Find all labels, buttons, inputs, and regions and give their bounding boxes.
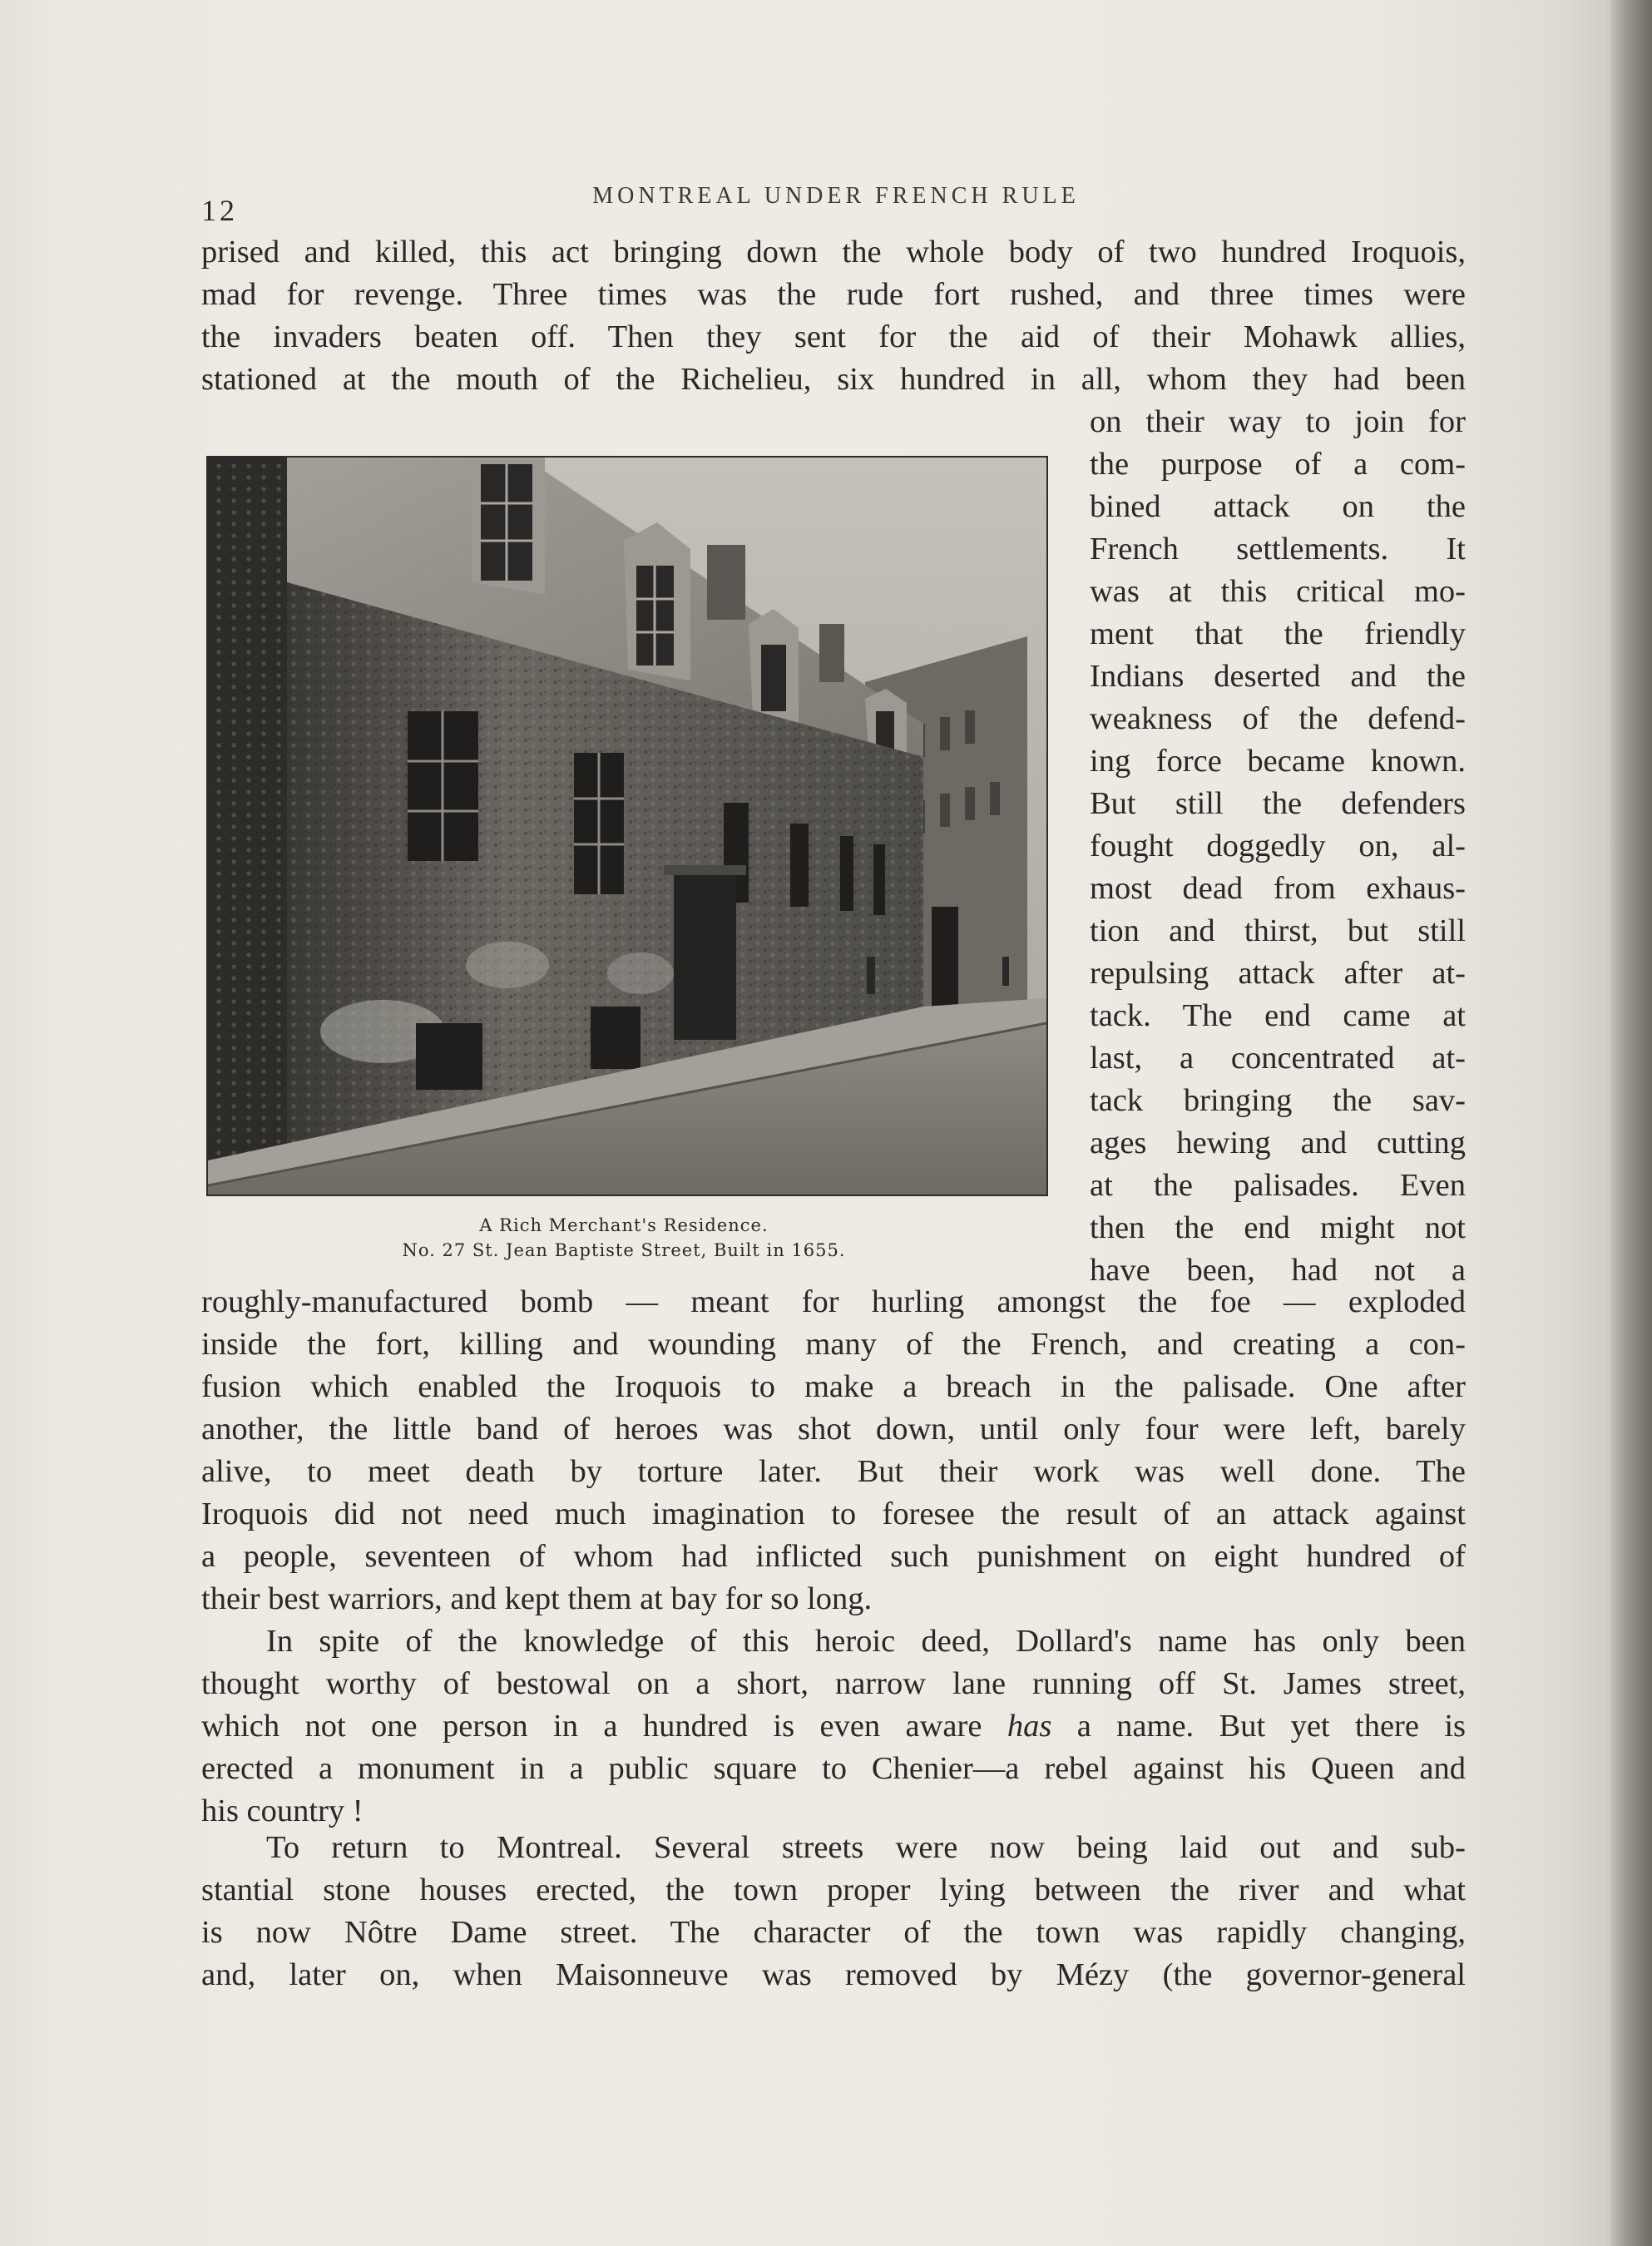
text-line: Indians deserted and the: [1090, 659, 1466, 694]
text-line: ages hewing and cutting: [1090, 1125, 1466, 1160]
text-line: stationed at the mouth of the Richelieu, six hundred in all, whom they had been: [201, 362, 1466, 397]
text-line: tion and thirst, but still: [1090, 913, 1466, 948]
text-line: In spite of the knowledge of this heroic deed, Dollard's name has only been: [266, 1624, 1466, 1659]
text-line: then the end might not: [1090, 1210, 1466, 1245]
text-line: was at this critical mo-: [1090, 574, 1466, 609]
text-line: the invaders beaten off. Then they sent for the aid of their Mohawk allies,: [201, 319, 1466, 354]
text-line: another, the little band of heroes was shot down, until only four were left, barely: [201, 1412, 1466, 1447]
paragraph-side-column: [1090, 401, 1466, 1292]
text-line: roughly-manufactured bomb — meant for hurling amongst the foe — exploded: [201, 1284, 1466, 1319]
paragraph-dollard: [201, 1620, 1466, 1833]
building-photograph: [208, 458, 1046, 1195]
text-line: mad for revenge. Three times was the rude fort rushed, and three times were: [201, 277, 1466, 312]
book-gutter: [1610, 0, 1652, 2246]
paragraph-bomb: [201, 1281, 1466, 1620]
text-line: at the palisades. Even: [1090, 1168, 1466, 1203]
text-line: fought doggedly on, al-: [1090, 829, 1466, 863]
photo-merchant-residence: [206, 456, 1048, 1196]
text-line: prised and killed, this act bringing down the whole body of two hundred Iroquois,: [201, 235, 1466, 270]
text-line: repulsing attack after at-: [1090, 956, 1466, 991]
page-number: 12: [201, 194, 238, 227]
text-line: tack bringing the sav-: [1090, 1083, 1466, 1118]
text-line: is now Nôtre Dame street. The character of the town was rapidly changing,: [201, 1915, 1466, 1950]
caption-title: A Rich Merchant's Residence.: [479, 1215, 769, 1235]
text-line: his country !: [201, 1793, 364, 1828]
text-line: have been, had not a: [1090, 1253, 1466, 1288]
text-line: [201, 1705, 1466, 1748]
text-line: Iroquois did not need much imagination to foresee the result of an attack against: [201, 1497, 1466, 1531]
figure-caption: [250, 1213, 998, 1263]
italic-word: has: [1007, 1709, 1052, 1744]
text-line: and, later on, when Maisonneuve was removed by Mézy (the governor-general: [201, 1957, 1466, 1992]
text-line: alive, to meet death by torture later. But their work was well done. The: [201, 1454, 1466, 1489]
text-line: weakness of the defend-: [1090, 701, 1466, 736]
text-line: the purpose of a com-: [1090, 447, 1466, 482]
text-line: To return to Montreal. Several streets were now being laid out and sub-: [266, 1830, 1466, 1865]
caption-detail: No. 27 St. Jean Baptiste Street, Built in 1655.: [402, 1240, 846, 1260]
paragraph-return-montreal: [201, 1827, 1466, 1996]
text-line: last, a concentrated at-: [1090, 1041, 1466, 1076]
paragraph-opening: [201, 231, 1466, 401]
text-line: stantial stone houses erected, the town proper lying between the river and what: [201, 1872, 1466, 1907]
text-line: their best warriors, and kept them at bay for so long.: [201, 1581, 873, 1616]
text-line: tack. The end came at: [1090, 998, 1466, 1033]
text-line: fusion which enabled the Iroquois to make a breach in the palisade. One after: [201, 1369, 1466, 1404]
text-line: thought worthy of bestowal on a short, narrow lane running off St. James street,: [201, 1666, 1466, 1701]
text-line: ment that the friendly: [1090, 616, 1466, 651]
text-line: on their way to join for: [1090, 404, 1466, 439]
text-line: French settlements. It: [1090, 532, 1466, 566]
text-run: a name. But yet there is: [1051, 1709, 1467, 1744]
text-run: which not one person in a hundred is even aware: [201, 1709, 1007, 1744]
text-line: inside the fort, killing and wounding many of the French, and creating a con-: [201, 1327, 1466, 1362]
text-line: ing force became known.: [1090, 744, 1466, 779]
text-line: bined attack on the: [1090, 489, 1466, 524]
text-line: erected a monument in a public square to Chenier—a rebel against his Queen and: [201, 1751, 1466, 1786]
text-line: But still the defenders: [1090, 786, 1466, 821]
running-title: MONTREAL UNDER FRENCH RULE: [592, 183, 1080, 209]
text-line: most dead from exhaus-: [1090, 871, 1466, 906]
text-line: a people, seventeen of whom had inflicted such punishment on eight hundred of: [201, 1539, 1466, 1574]
